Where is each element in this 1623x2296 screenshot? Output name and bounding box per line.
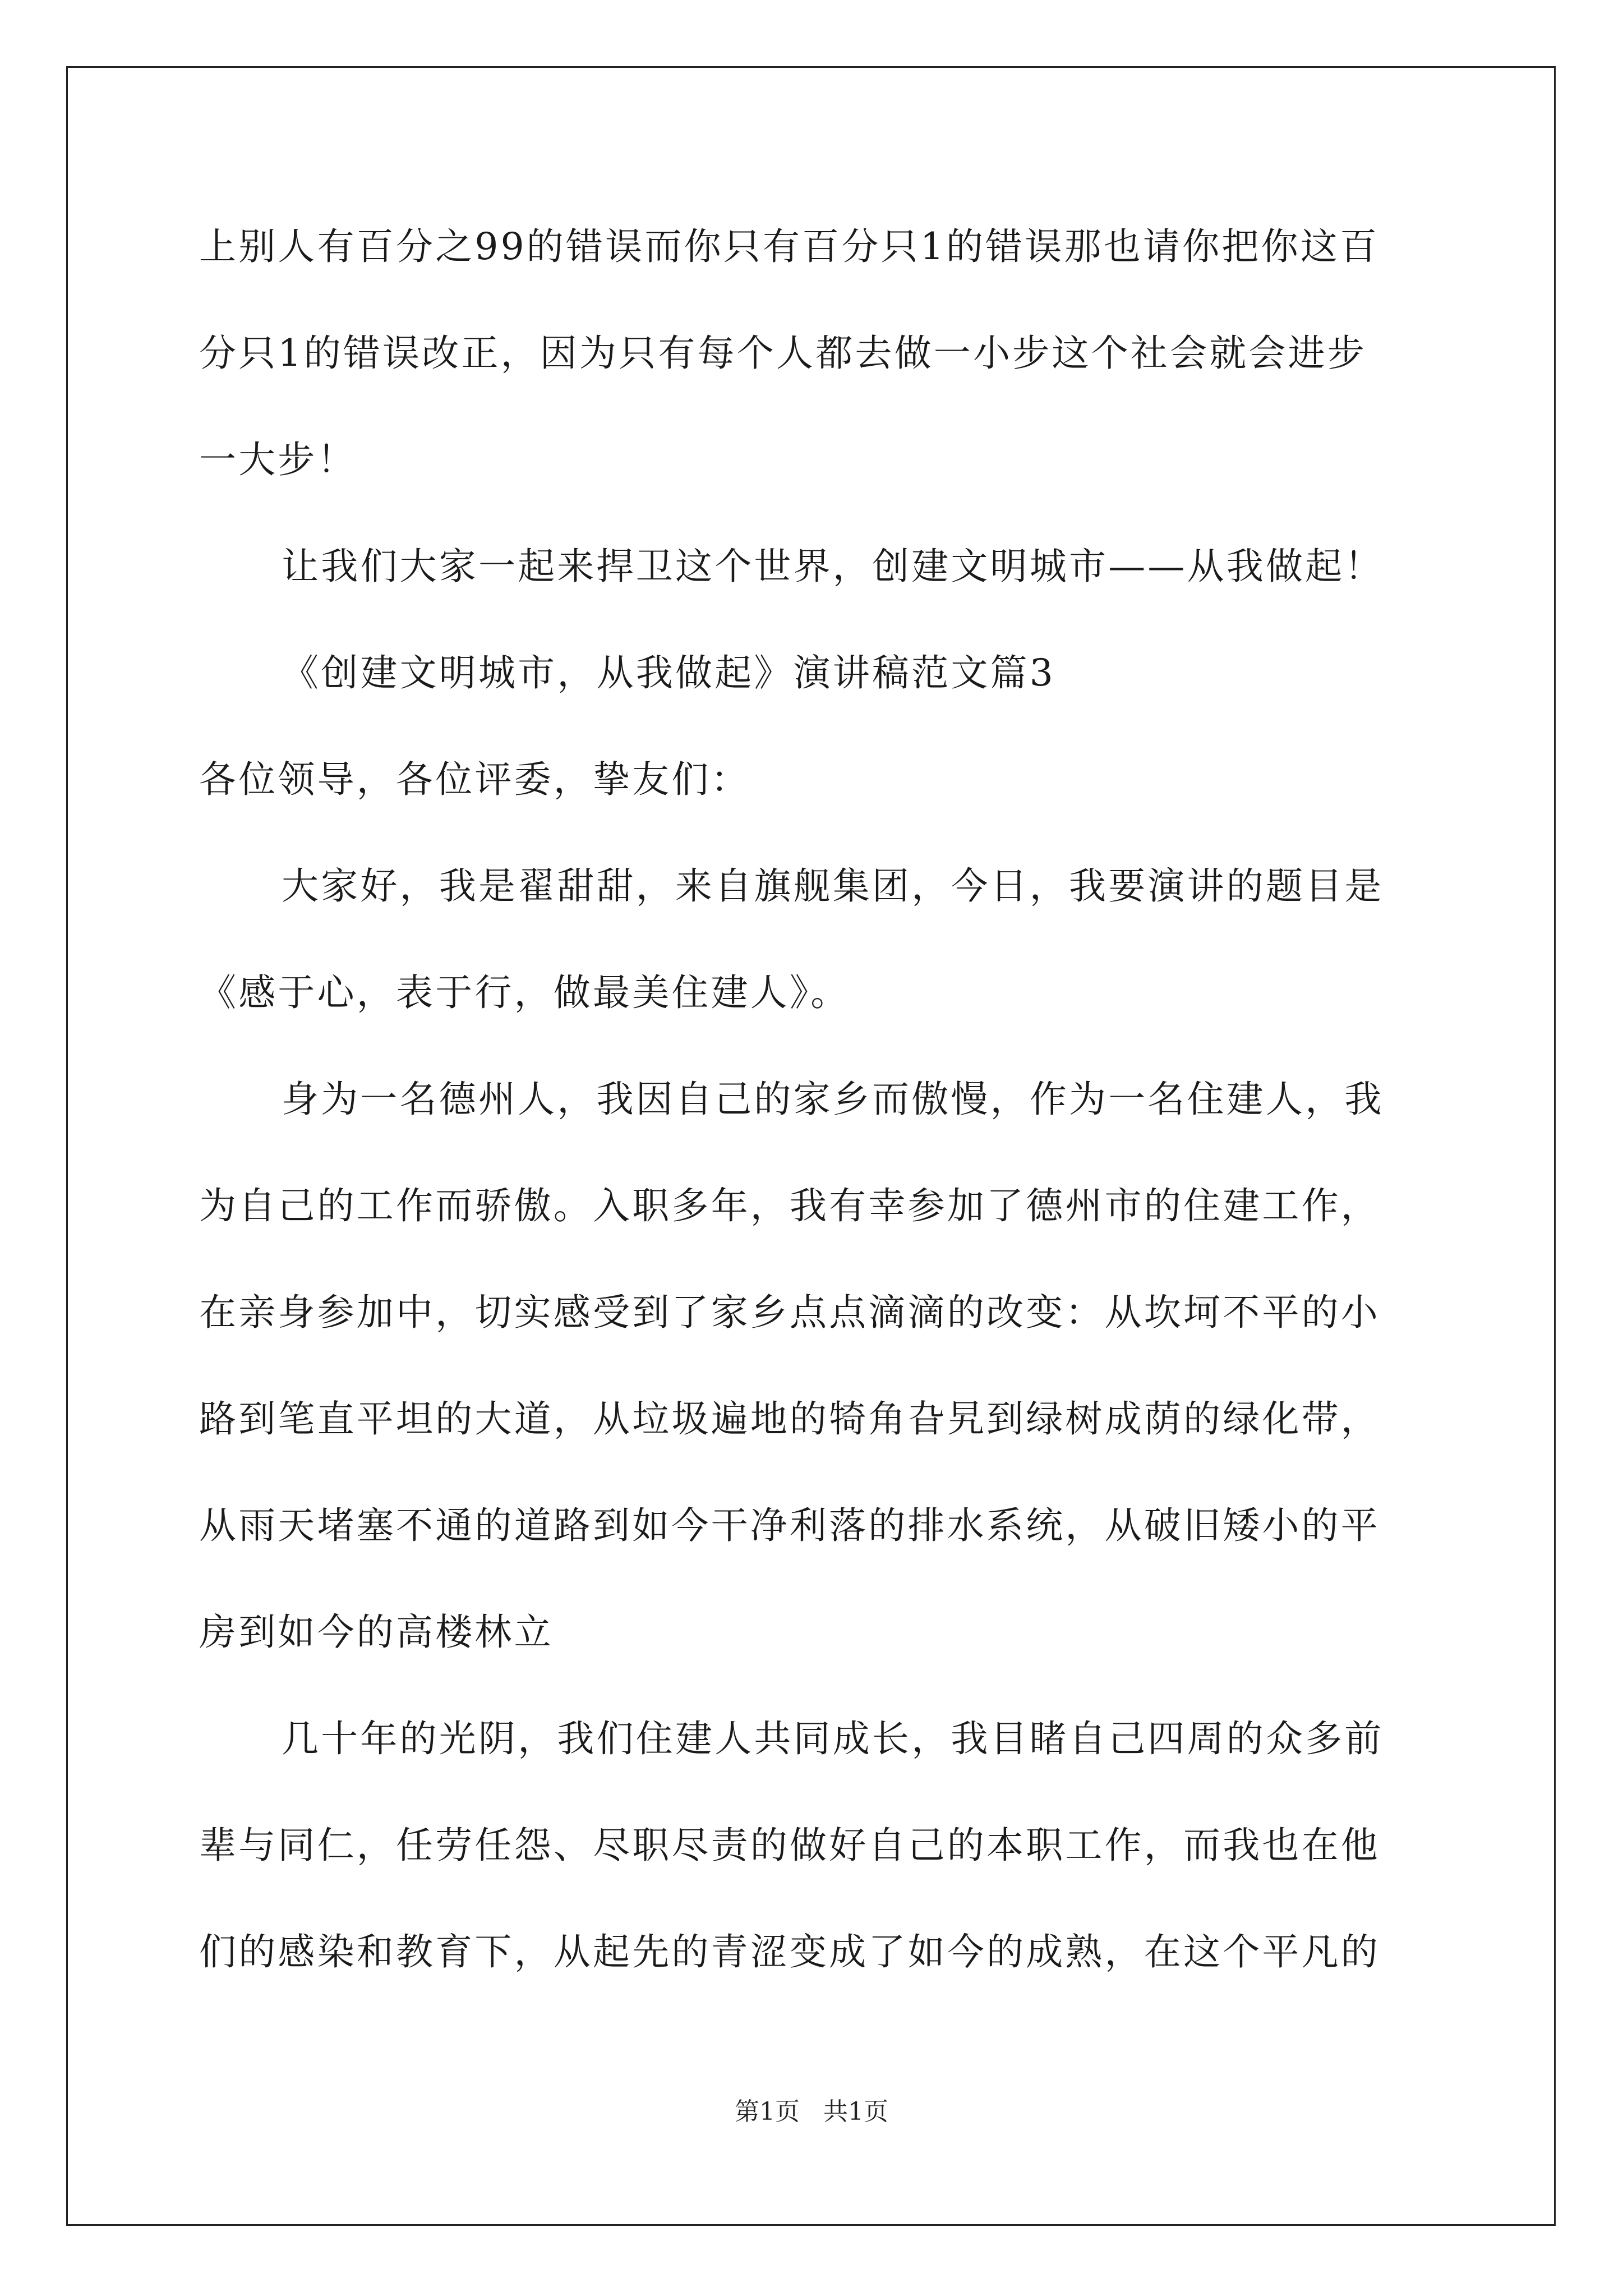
- text-line-16: 辈与同仁，任劳任怨、尽职尽责的做好自己的本职工作，而我也在他: [199, 1824, 1380, 1867]
- text-line-15: 几十年的光阴，我们住建人共同成长，我目睹自己四周的众多前: [282, 1717, 1384, 1760]
- text-line-9: 身为一名德州人，我因自己的家乡而傲慢，作为一名住建人，我: [282, 1078, 1384, 1121]
- salutation-line: 各位领导，各位评委，挚友们：: [199, 758, 750, 801]
- text-line-7: 大家好，我是翟甜甜，来自旗舰集团，今日，我要演讲的题目是: [282, 864, 1384, 908]
- section-heading: 《创建文明城市，从我做起》演讲稿范文篇3: [282, 651, 1055, 694]
- text-line-10: 为自己的工作而骄傲。入职多年，我有幸参加了德州市的住建工作，: [199, 1184, 1380, 1227]
- text-line-14: 房到如今的高楼林立: [199, 1611, 554, 1654]
- page-number: 第1页 共1页: [735, 2097, 888, 2126]
- text-line-12: 路到笔直平坦的大道，从垃圾遍地的犄角旮旯到绿树成荫的绿化带，: [199, 1397, 1380, 1441]
- text-line-17: 们的感染和教育下，从起先的青涩变成了如今的成熟，在这个平凡的: [199, 1930, 1380, 1973]
- text-line-8: 《感于心，表于行，做最美住建人》。: [199, 971, 850, 1014]
- text-line-11: 在亲身参加中，切实感受到了家乡点点滴滴的改变：从坎坷不平的小: [199, 1291, 1380, 1334]
- text-line-3: 一大步！: [199, 438, 357, 481]
- text-line-4: 让我们大家一起来捍卫这个世界，创建文明城市——从我做起！: [282, 545, 1384, 588]
- text-line-1: 上别人有百分之99的错误而你只有百分只1的错误那也请你把你这百: [199, 225, 1380, 268]
- text-line-2: 分只1的错误改正，因为只有每个人都去做一小步这个社会就会进步: [199, 332, 1367, 375]
- text-line-13: 从雨天堵塞不通的道路到如今干净利落的排水系统，从破旧矮小的平: [199, 1504, 1380, 1547]
